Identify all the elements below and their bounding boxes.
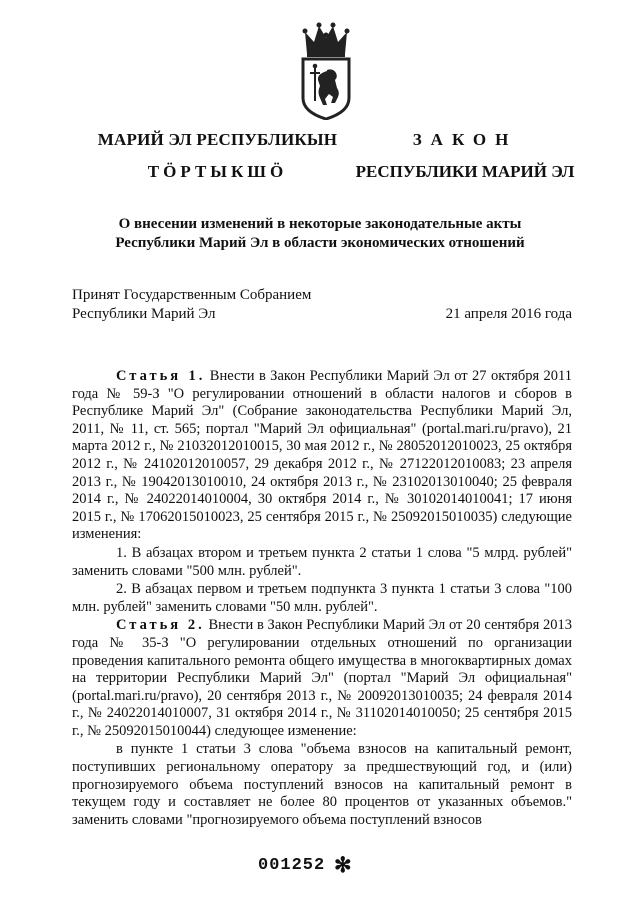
- article-1-item-2: 2. В абзацах первом и третьем подпункта 3 пункта 1 статьи 3 слова "100 млн. рублей" заменить словами "50 млн. рублей".: [72, 581, 572, 615]
- article-1-paragraph: [72, 368, 572, 544]
- header-right: [340, 130, 590, 182]
- document-title: [60, 215, 580, 253]
- document-body: [72, 368, 572, 829]
- article-2-item-1: в пункте 1 статьи 3 слова "объема взносов на капитальный ремонт, поступивших региональному оператору за предшествующий год, и (или) прогнозируемого объема поступлений взносов на капитальный ремонт в текущем году и составляет не более 80 процентов от указанных объемов." заменить словами "прогнозируемого объема поступлений взносов: [72, 741, 572, 828]
- header-left-line2: ТӦРТЫКШӦ: [147, 162, 288, 181]
- article-1-text: Внести в Закон Республики Марий Эл от 27 октября 2011 года № 59-З "О регулировании отношений в области налогов и сборов в Республике Марий Эл" (Собрание законодательства Республики Марий Эл, 2011, № 11, ст. 565; портал "Марий Эл официальная" (portal.mari.ru/pravo), 21 марта 2012 г., № 21032012010015, 30 мая 2012 г., № 28052012010023, 25 октября 2012 г., № 24102012010057, 29 декабря 2012 г., № 27122012010083; 23 апреля 2013 г., № 19042013010010, 24 октября 2013 г., № 23102013010040; 25 февраля 2014 г., № 24022014010004, 30 октября 2014 г., № 30102014010041; 17 июня 2015 г., № 17062015010023, 25 сентября 2015 г., № 25092015010035) следующие изменения:: [72, 368, 573, 543]
- article-1-item-1: 1. В абзацах втором и третьем пункта 2 статьи 1 слова "5 млрд. рублей" заменить словами "500 млн. рублей".: [72, 544, 572, 579]
- article-2-paragraph: [72, 617, 572, 740]
- adopted-line1: Принят Государственным Собранием: [72, 287, 312, 303]
- article-2-label: Статья 2.: [116, 617, 205, 634]
- header-left-line1: МАРИЙ ЭЛ РЕСПУБЛИКЫН: [97, 130, 338, 149]
- article-2-text: Внести в Закон Республики Марий Эл от 20 сентября 2013 года № 35-З "О регулировании отдельных отношений по организации проведения капитального ремонта общего имущества в многоквартирных домах на территории Республики Марий Эл" (портал "Марий Эл официальная" (portal.mari.ru/pravo), 20 сентября 2013 г., № 20092013010035; 24 февраля 2014 г., № 24022014010007, 31 октября 2014 г., № 31102014010050; 25 сентября 2015 г., № 25092015010044) следующее изменение:: [72, 617, 573, 739]
- document-serial-number: 001252: [258, 856, 326, 875]
- header-right-line1: ЗАКОН: [412, 130, 518, 149]
- header-right-line2: РЕСПУБЛИКИ МАРИЙ ЭЛ: [355, 162, 575, 181]
- article-1-label: Статья 1.: [116, 368, 206, 384]
- title-line1: О внесении изменений в некоторые законодательные акты: [118, 216, 522, 232]
- adopted-by: [72, 286, 311, 324]
- asterisk-mark-icon: ✻: [334, 853, 352, 877]
- title-line2: Республики Марий Эл в области экономических отношений: [115, 235, 525, 251]
- adopted-date: 21 апреля 2016 года: [445, 306, 572, 322]
- coat-of-arms-emblem: [297, 20, 355, 120]
- adopted-line2: Республики Марий Эл: [72, 306, 216, 322]
- header-left: [90, 130, 345, 182]
